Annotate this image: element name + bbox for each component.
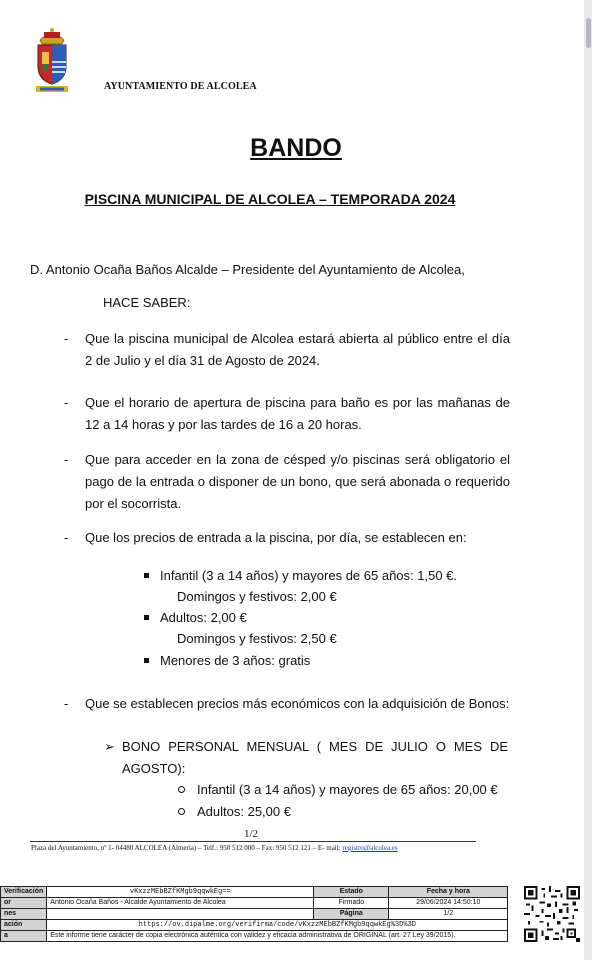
qr-code-icon <box>524 886 580 942</box>
item-text: Que la piscina municipal de Alcolea estará abierta al público entre el día 2 de Julio y el día 31 de Agosto de 2024. <box>85 331 510 368</box>
verification-note: Este informe tiene carácter de copia electrónica auténtica con validez y eficacia administrativa de ORIGINAL (art. 27 Ley 39/2015). <box>47 931 508 942</box>
footer-address <box>31 844 398 852</box>
item-text: Que los precios de entrada a la piscina, por día, se establecen en: <box>85 530 467 545</box>
square-bullet-icon <box>144 573 149 578</box>
verification-code: vKxzzMEbBZfKMgb9qqwkEg== <box>47 887 314 898</box>
verification-url[interactable]: https://ov.dipalme.org/verifirma/code/vKxzzMEbBZfKMgb9qqwkEg%3D%3D <box>47 920 508 931</box>
arrow-bullet-icon: ➢ <box>104 739 115 754</box>
document-title: BANDO <box>250 134 342 162</box>
dash-bullet: - <box>64 395 69 410</box>
pagina-header: Página <box>314 909 389 920</box>
dash-bullet: - <box>64 696 69 711</box>
page-number: 1/2 <box>244 828 259 840</box>
bono-title: BONO PERSONAL MENSUAL ( MES DE JULIO O MES DE AGOSTO): <box>122 739 508 776</box>
estado-header: Estado <box>314 887 389 898</box>
item-text: Que se establecen precios más económicos con la adquisición de Bonos: <box>85 696 510 711</box>
fecha-header: Fecha y hora <box>389 887 508 898</box>
price-text: Adultos: 2,00 € <box>160 610 247 625</box>
coat-of-arms-logo <box>30 26 74 96</box>
dash-bullet: - <box>64 331 69 346</box>
bono-price-text: Infantil (3 a 14 años) y mayores de 65 años: 20,00 € <box>197 782 498 797</box>
item-text: Que el horario de apertura de piscina para baño es por las mañanas de 12 a 14 horas y por las tardes de 16 a 20 horas. <box>85 395 510 432</box>
footer-address-text: Plaza del Ayuntamiento, nº 1- 04480 ALCOLEA (Almería) – Telf.: 950 512 000 – Fax: 950 512 121 – E- mail: <box>31 844 343 852</box>
hace-saber-text: HACE SABER: <box>103 295 191 310</box>
item-text: Que para acceder en la zona de césped y/o piscinas será obligatorio el pago de la entrada o disponer de un bono, que será abonada o requerido por el socorrista. <box>85 452 510 511</box>
price-subitem: Domingos y festivos: 2,50 € <box>177 631 337 646</box>
dash-bullet: - <box>64 530 69 545</box>
footer-divider <box>30 841 476 842</box>
circle-bullet-icon <box>178 786 185 793</box>
intro-text: D. Antonio Ocaña Baños Alcalde – Presidente del Ayuntamiento de Alcolea, <box>30 262 465 277</box>
verification-table <box>0 886 508 942</box>
price-subitem: Domingos y festivos: 2,00 € <box>177 589 337 604</box>
price-text: Infantil (3 a 14 años) y mayores de 65 años: 1,50 €. <box>160 568 458 583</box>
scrollbar-thumb[interactable] <box>586 18 591 48</box>
square-bullet-icon <box>144 615 149 620</box>
estado-value: Firmado <box>314 898 389 909</box>
bono-price-text: Adultos: 25,00 € <box>197 804 291 819</box>
note-label: a <box>1 931 47 942</box>
observations-value <box>47 909 314 920</box>
signer-label: or <box>1 898 47 909</box>
fecha-value: 29/06/2024 14:50:10 <box>389 898 508 909</box>
pagina-value: 1/2 <box>389 909 508 920</box>
organization-name: AYUNTAMIENTO DE ALCOLEA <box>104 81 257 92</box>
signer-value: Antonio Ocaña Baños - Alcalde Ayuntamiento de Alcolea <box>47 898 314 909</box>
footer-email-link[interactable]: registro@alcolea.es <box>342 844 398 852</box>
circle-bullet-icon <box>178 808 185 815</box>
url-label: ación <box>1 920 47 931</box>
price-text: Menores de 3 años: gratis <box>160 653 311 668</box>
observations-label: nes <box>1 909 47 920</box>
verification-label: Verificación <box>1 887 47 898</box>
square-bullet-icon <box>144 658 149 663</box>
dash-bullet: - <box>64 452 69 467</box>
document-subtitle: PISCINA MUNICIPAL DE ALCOLEA – TEMPORADA 2024 <box>84 191 456 207</box>
